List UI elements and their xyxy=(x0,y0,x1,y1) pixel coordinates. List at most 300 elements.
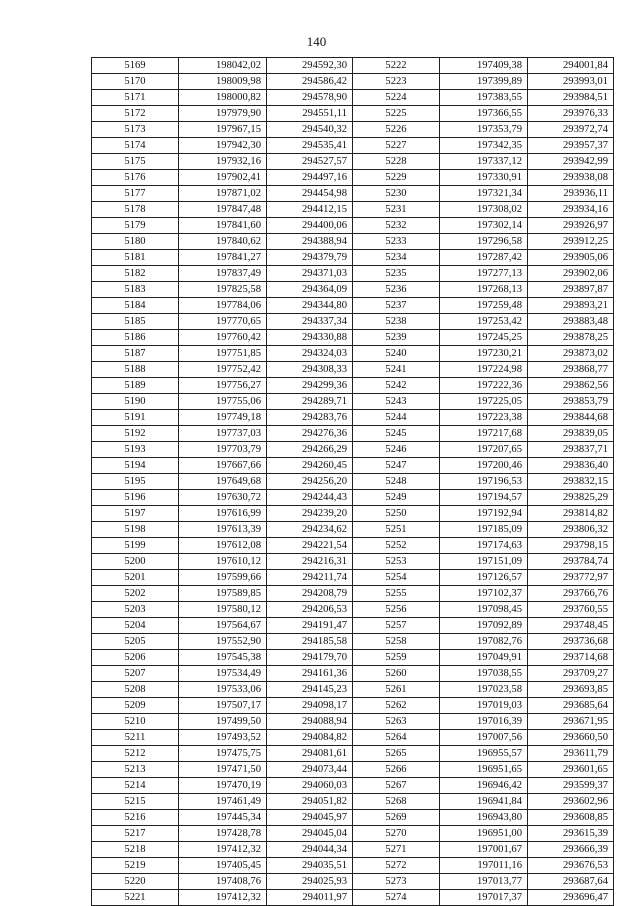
coordinate-y-cell: 294234,62 xyxy=(267,522,353,538)
point-number-cell: 5213 xyxy=(92,762,179,778)
coordinate-y-cell: 294412,15 xyxy=(267,202,353,218)
coordinate-x-cell: 197412,32 xyxy=(179,890,267,906)
point-number-cell: 5260 xyxy=(353,666,440,682)
coordinate-y-cell: 293696,47 xyxy=(528,890,614,906)
table-row xyxy=(92,410,614,426)
point-number-cell: 5217 xyxy=(92,826,179,842)
table-row xyxy=(92,842,614,858)
coordinate-x-cell: 197287,42 xyxy=(440,250,528,266)
point-number-cell: 5200 xyxy=(92,554,179,570)
coordinate-x-cell: 197616,99 xyxy=(179,506,267,522)
coordinate-x-cell: 197253,42 xyxy=(440,314,528,330)
point-number-cell: 5207 xyxy=(92,666,179,682)
table-row xyxy=(92,698,614,714)
coordinate-y-cell: 294185,58 xyxy=(267,634,353,650)
table-row xyxy=(92,682,614,698)
coordinate-x-cell: 197499,50 xyxy=(179,714,267,730)
coordinate-x-cell: 197308,02 xyxy=(440,202,528,218)
coordinate-y-cell: 294540,32 xyxy=(267,122,353,138)
coordinate-x-cell: 197409,38 xyxy=(440,58,528,74)
coordinate-y-cell: 293844,68 xyxy=(528,410,614,426)
point-number-cell: 5255 xyxy=(353,586,440,602)
table-row xyxy=(92,522,614,538)
page-number: 140 xyxy=(306,34,327,49)
point-number-cell: 5267 xyxy=(353,778,440,794)
coordinate-x-cell: 197126,57 xyxy=(440,570,528,586)
point-number-cell: 5220 xyxy=(92,874,179,890)
coordinate-x-cell: 197092,89 xyxy=(440,618,528,634)
coordinate-y-cell: 293825,29 xyxy=(528,490,614,506)
point-number-cell: 5257 xyxy=(353,618,440,634)
coordinate-x-cell: 197756,27 xyxy=(179,378,267,394)
point-number-cell: 5239 xyxy=(353,330,440,346)
coordinate-y-cell: 293685,64 xyxy=(528,698,614,714)
coordinate-y-cell: 294388,94 xyxy=(267,234,353,250)
coordinate-y-cell: 294161,36 xyxy=(267,666,353,682)
coordinate-x-cell: 197493,52 xyxy=(179,730,267,746)
point-number-cell: 5225 xyxy=(353,106,440,122)
table-row xyxy=(92,666,614,682)
coordinate-x-cell: 197383,55 xyxy=(440,90,528,106)
table-row xyxy=(92,346,614,362)
coordinate-y-cell: 293926,97 xyxy=(528,218,614,234)
coordinate-y-cell: 293599,37 xyxy=(528,778,614,794)
coordinate-y-cell: 294025,93 xyxy=(267,874,353,890)
coordinate-y-cell: 294211,74 xyxy=(267,570,353,586)
coordinate-x-cell: 197185,09 xyxy=(440,522,528,538)
point-number-cell: 5233 xyxy=(353,234,440,250)
coordinate-x-cell: 197784,06 xyxy=(179,298,267,314)
coordinate-y-cell: 294276,36 xyxy=(267,426,353,442)
point-number-cell: 5269 xyxy=(353,810,440,826)
coordinate-x-cell: 197342,35 xyxy=(440,138,528,154)
coordinate-y-cell: 294256,20 xyxy=(267,474,353,490)
coordinate-x-cell: 196951,00 xyxy=(440,826,528,842)
coordinate-y-cell: 293837,71 xyxy=(528,442,614,458)
point-number-cell: 5258 xyxy=(353,634,440,650)
table-row xyxy=(92,746,614,762)
point-number-cell: 5189 xyxy=(92,378,179,394)
coordinate-y-cell: 293709,27 xyxy=(528,666,614,682)
coordinate-x-cell: 197001,67 xyxy=(440,842,528,858)
coordinate-x-cell: 197013,77 xyxy=(440,874,528,890)
coordinate-y-cell: 293878,25 xyxy=(528,330,614,346)
coordinate-x-cell: 197230,21 xyxy=(440,346,528,362)
coordinate-y-cell: 293736,68 xyxy=(528,634,614,650)
table-row xyxy=(92,442,614,458)
point-number-cell: 5238 xyxy=(353,314,440,330)
coordinate-y-cell: 294216,31 xyxy=(267,554,353,570)
point-number-cell: 5234 xyxy=(353,250,440,266)
table-row xyxy=(92,762,614,778)
point-number-cell: 5272 xyxy=(353,858,440,874)
coordinate-y-cell: 293897,87 xyxy=(528,282,614,298)
coordinate-x-cell: 197589,85 xyxy=(179,586,267,602)
coordinate-x-cell: 197399,89 xyxy=(440,74,528,90)
coordinate-y-cell: 293666,39 xyxy=(528,842,614,858)
coordinate-x-cell: 197082,76 xyxy=(440,634,528,650)
coordinate-y-cell: 293957,37 xyxy=(528,138,614,154)
point-number-cell: 5227 xyxy=(353,138,440,154)
coordinate-x-cell: 197337,12 xyxy=(440,154,528,170)
table-row xyxy=(92,170,614,186)
coordinate-y-cell: 293772,97 xyxy=(528,570,614,586)
coordinate-y-cell: 294578,90 xyxy=(267,90,353,106)
point-number-cell: 5176 xyxy=(92,170,179,186)
table-row xyxy=(92,506,614,522)
point-number-cell: 5174 xyxy=(92,138,179,154)
coordinate-y-cell: 294191,47 xyxy=(267,618,353,634)
coordinate-x-cell: 197613,39 xyxy=(179,522,267,538)
table-row xyxy=(92,186,614,202)
coordinate-y-cell: 293676,53 xyxy=(528,858,614,874)
point-number-cell: 5248 xyxy=(353,474,440,490)
point-number-cell: 5169 xyxy=(92,58,179,74)
point-number-cell: 5201 xyxy=(92,570,179,586)
point-number-cell: 5212 xyxy=(92,746,179,762)
point-number-cell: 5241 xyxy=(353,362,440,378)
coordinate-y-cell: 294035,51 xyxy=(267,858,353,874)
point-number-cell: 5172 xyxy=(92,106,179,122)
point-number-cell: 5182 xyxy=(92,266,179,282)
coordinate-y-cell: 293893,21 xyxy=(528,298,614,314)
point-number-cell: 5250 xyxy=(353,506,440,522)
table-row xyxy=(92,154,614,170)
coordinate-y-cell: 294011,97 xyxy=(267,890,353,906)
point-number-cell: 5221 xyxy=(92,890,179,906)
point-number-cell: 5186 xyxy=(92,330,179,346)
point-number-cell: 5205 xyxy=(92,634,179,650)
coordinate-y-cell: 293976,33 xyxy=(528,106,614,122)
coordinate-y-cell: 293839,05 xyxy=(528,426,614,442)
table-row xyxy=(92,266,614,282)
coordinate-y-cell: 293601,65 xyxy=(528,762,614,778)
table-row xyxy=(92,122,614,138)
table-row xyxy=(92,458,614,474)
coordinate-x-cell: 196951,65 xyxy=(440,762,528,778)
coordinate-x-cell: 197268,13 xyxy=(440,282,528,298)
coordinate-x-cell: 197533,06 xyxy=(179,682,267,698)
coordinate-y-cell: 294051,82 xyxy=(267,794,353,810)
point-number-cell: 5209 xyxy=(92,698,179,714)
coordinate-y-cell: 293873,02 xyxy=(528,346,614,362)
coordinate-x-cell: 197366,55 xyxy=(440,106,528,122)
coordinate-x-cell: 198009,98 xyxy=(179,74,267,90)
coordinate-x-cell: 197760,42 xyxy=(179,330,267,346)
point-number-cell: 5214 xyxy=(92,778,179,794)
coordinate-x-cell: 196955,57 xyxy=(440,746,528,762)
point-number-cell: 5185 xyxy=(92,314,179,330)
point-number-cell: 5183 xyxy=(92,282,179,298)
coordinate-x-cell: 197192,94 xyxy=(440,506,528,522)
table-row xyxy=(92,314,614,330)
coordinate-x-cell: 198000,82 xyxy=(179,90,267,106)
point-number-cell: 5273 xyxy=(353,874,440,890)
coordinate-x-cell: 197737,03 xyxy=(179,426,267,442)
coordinate-x-cell: 197649,68 xyxy=(179,474,267,490)
coordinate-x-cell: 197428,78 xyxy=(179,826,267,842)
coordinate-y-cell: 293832,15 xyxy=(528,474,614,490)
table-row xyxy=(92,58,614,74)
coordinate-y-cell: 294400,06 xyxy=(267,218,353,234)
coordinate-x-cell: 197038,55 xyxy=(440,666,528,682)
coordinate-y-cell: 293608,85 xyxy=(528,810,614,826)
table-row xyxy=(92,538,614,554)
coordinate-y-cell: 293836,40 xyxy=(528,458,614,474)
table-row xyxy=(92,730,614,746)
coordinate-x-cell: 197445,34 xyxy=(179,810,267,826)
table-row xyxy=(92,602,614,618)
coordinate-x-cell: 197599,66 xyxy=(179,570,267,586)
point-number-cell: 5251 xyxy=(353,522,440,538)
coordinate-x-cell: 197841,60 xyxy=(179,218,267,234)
point-number-cell: 5206 xyxy=(92,650,179,666)
coordinate-x-cell: 197507,17 xyxy=(179,698,267,714)
coordinate-y-cell: 293868,77 xyxy=(528,362,614,378)
coordinate-x-cell: 197770,65 xyxy=(179,314,267,330)
coordinate-x-cell: 197277,13 xyxy=(440,266,528,282)
coordinate-x-cell: 197545,38 xyxy=(179,650,267,666)
coordinate-x-cell: 197102,37 xyxy=(440,586,528,602)
coordinate-x-cell: 197612,08 xyxy=(179,538,267,554)
coordinate-y-cell: 294454,98 xyxy=(267,186,353,202)
coordinate-x-cell: 197019,03 xyxy=(440,698,528,714)
coordinate-y-cell: 293602,96 xyxy=(528,794,614,810)
coordinate-y-cell: 293693,85 xyxy=(528,682,614,698)
coordinate-y-cell: 293615,39 xyxy=(528,826,614,842)
point-number-cell: 5216 xyxy=(92,810,179,826)
point-number-cell: 5230 xyxy=(353,186,440,202)
table-row xyxy=(92,362,614,378)
coordinate-x-cell: 197475,75 xyxy=(179,746,267,762)
coordinate-x-cell: 197222,36 xyxy=(440,378,528,394)
coordinate-x-cell: 197610,12 xyxy=(179,554,267,570)
point-number-cell: 5265 xyxy=(353,746,440,762)
table-row xyxy=(92,202,614,218)
point-number-cell: 5242 xyxy=(353,378,440,394)
table-row xyxy=(92,650,614,666)
point-number-cell: 5268 xyxy=(353,794,440,810)
coordinate-y-cell: 294289,71 xyxy=(267,394,353,410)
coordinate-x-cell: 197259,48 xyxy=(440,298,528,314)
point-number-cell: 5235 xyxy=(353,266,440,282)
coordinate-x-cell: 197667,66 xyxy=(179,458,267,474)
point-number-cell: 5223 xyxy=(353,74,440,90)
coordinate-y-cell: 294179,70 xyxy=(267,650,353,666)
point-number-cell: 5231 xyxy=(353,202,440,218)
coordinate-x-cell: 197840,62 xyxy=(179,234,267,250)
point-number-cell: 5171 xyxy=(92,90,179,106)
table-row xyxy=(92,426,614,442)
point-number-cell: 5232 xyxy=(353,218,440,234)
coordinate-x-cell: 197580,12 xyxy=(179,602,267,618)
coordinate-x-cell: 197552,90 xyxy=(179,634,267,650)
coordinate-x-cell: 197825,58 xyxy=(179,282,267,298)
coordinate-y-cell: 293760,55 xyxy=(528,602,614,618)
coordinate-y-cell: 293993,01 xyxy=(528,74,614,90)
point-number-cell: 5264 xyxy=(353,730,440,746)
coordinate-x-cell: 197194,57 xyxy=(440,490,528,506)
coordinate-x-cell: 197967,15 xyxy=(179,122,267,138)
coordinate-x-cell: 197200,46 xyxy=(440,458,528,474)
coordinate-x-cell: 197011,16 xyxy=(440,858,528,874)
coordinate-x-cell: 197564,67 xyxy=(179,618,267,634)
point-number-cell: 5198 xyxy=(92,522,179,538)
table-row xyxy=(92,234,614,250)
coordinate-y-cell: 294379,79 xyxy=(267,250,353,266)
coordinate-y-cell: 293806,32 xyxy=(528,522,614,538)
table-row xyxy=(92,874,614,890)
table-row xyxy=(92,794,614,810)
point-number-cell: 5229 xyxy=(353,170,440,186)
coordinate-y-cell: 293905,06 xyxy=(528,250,614,266)
point-number-cell: 5222 xyxy=(353,58,440,74)
point-number-cell: 5254 xyxy=(353,570,440,586)
table-row xyxy=(92,90,614,106)
coordinate-x-cell: 197330,91 xyxy=(440,170,528,186)
point-number-cell: 5177 xyxy=(92,186,179,202)
coordinate-x-cell: 197321,34 xyxy=(440,186,528,202)
point-number-cell: 5215 xyxy=(92,794,179,810)
coordinate-y-cell: 294088,94 xyxy=(267,714,353,730)
coordinate-y-cell: 293902,06 xyxy=(528,266,614,282)
coordinate-x-cell: 197534,49 xyxy=(179,666,267,682)
coordinate-x-cell: 197871,02 xyxy=(179,186,267,202)
coordinate-x-cell: 197412,32 xyxy=(179,842,267,858)
table-row xyxy=(92,394,614,410)
coordinate-y-cell: 294344,80 xyxy=(267,298,353,314)
coordinate-x-cell: 197023,58 xyxy=(440,682,528,698)
coordinate-y-cell: 294073,44 xyxy=(267,762,353,778)
coordinate-x-cell: 196943,80 xyxy=(440,810,528,826)
coordinate-y-cell: 293611,79 xyxy=(528,746,614,762)
table-row xyxy=(92,106,614,122)
coordinate-y-cell: 293853,79 xyxy=(528,394,614,410)
coordinate-y-cell: 294535,41 xyxy=(267,138,353,154)
coordinate-y-cell: 293936,11 xyxy=(528,186,614,202)
point-number-cell: 5190 xyxy=(92,394,179,410)
coordinate-x-cell: 197174,63 xyxy=(440,538,528,554)
coordinate-y-cell: 293984,51 xyxy=(528,90,614,106)
table-row xyxy=(92,218,614,234)
point-number-cell: 5181 xyxy=(92,250,179,266)
point-number-cell: 5210 xyxy=(92,714,179,730)
point-number-cell: 5261 xyxy=(353,682,440,698)
coordinate-x-cell: 197755,06 xyxy=(179,394,267,410)
table-row xyxy=(92,378,614,394)
coordinate-x-cell: 198042,02 xyxy=(179,58,267,74)
coordinate-x-cell: 197752,42 xyxy=(179,362,267,378)
coordinate-x-cell: 196941,84 xyxy=(440,794,528,810)
point-number-cell: 5193 xyxy=(92,442,179,458)
coordinate-y-cell: 293748,45 xyxy=(528,618,614,634)
coordinate-y-cell: 294044,34 xyxy=(267,842,353,858)
table-row xyxy=(92,634,614,650)
table-row xyxy=(92,330,614,346)
table-row xyxy=(92,826,614,842)
coordinate-y-cell: 294330,88 xyxy=(267,330,353,346)
coordinate-x-cell: 197016,39 xyxy=(440,714,528,730)
point-number-cell: 5188 xyxy=(92,362,179,378)
coordinate-y-cell: 294324,03 xyxy=(267,346,353,362)
coordinate-y-cell: 294084,82 xyxy=(267,730,353,746)
point-number-cell: 5204 xyxy=(92,618,179,634)
coordinate-x-cell: 197245,25 xyxy=(440,330,528,346)
coordinate-y-cell: 294299,36 xyxy=(267,378,353,394)
coordinate-y-cell: 293784,74 xyxy=(528,554,614,570)
coordinate-x-cell: 197196,53 xyxy=(440,474,528,490)
coordinate-y-cell: 294221,54 xyxy=(267,538,353,554)
coordinate-y-cell: 293862,56 xyxy=(528,378,614,394)
coordinate-x-cell: 197471,50 xyxy=(179,762,267,778)
point-number-cell: 5184 xyxy=(92,298,179,314)
point-number-cell: 5170 xyxy=(92,74,179,90)
coordinate-y-cell: 293714,68 xyxy=(528,650,614,666)
coordinate-x-cell: 197017,37 xyxy=(440,890,528,906)
point-number-cell: 5197 xyxy=(92,506,179,522)
coordinate-y-cell: 294060,03 xyxy=(267,778,353,794)
table-row xyxy=(92,858,614,874)
point-number-cell: 5256 xyxy=(353,602,440,618)
coordinate-y-cell: 293687,64 xyxy=(528,874,614,890)
point-number-cell: 5224 xyxy=(353,90,440,106)
point-number-cell: 5199 xyxy=(92,538,179,554)
coordinate-x-cell: 196946,42 xyxy=(440,778,528,794)
coordinate-x-cell: 197630,72 xyxy=(179,490,267,506)
coordinate-x-cell: 197098,45 xyxy=(440,602,528,618)
coordinate-y-cell: 294239,20 xyxy=(267,506,353,522)
point-number-cell: 5253 xyxy=(353,554,440,570)
coordinate-x-cell: 197751,85 xyxy=(179,346,267,362)
coordinate-x-cell: 197405,45 xyxy=(179,858,267,874)
point-number-cell: 5243 xyxy=(353,394,440,410)
coordinate-y-cell: 293942,99 xyxy=(528,154,614,170)
coordinate-x-cell: 197979,90 xyxy=(179,106,267,122)
table-row xyxy=(92,250,614,266)
coordinate-x-cell: 197749,18 xyxy=(179,410,267,426)
coordinate-x-cell: 197049,91 xyxy=(440,650,528,666)
point-number-cell: 5263 xyxy=(353,714,440,730)
point-number-cell: 5259 xyxy=(353,650,440,666)
table-row xyxy=(92,586,614,602)
coordinate-y-cell: 294001,84 xyxy=(528,58,614,74)
coordinate-y-cell: 294081,61 xyxy=(267,746,353,762)
coordinate-y-cell: 294266,29 xyxy=(267,442,353,458)
point-number-cell: 5246 xyxy=(353,442,440,458)
point-number-cell: 5179 xyxy=(92,218,179,234)
coordinate-x-cell: 197703,79 xyxy=(179,442,267,458)
table-row xyxy=(92,810,614,826)
point-number-cell: 5252 xyxy=(353,538,440,554)
table-row xyxy=(92,298,614,314)
point-number-cell: 5208 xyxy=(92,682,179,698)
coordinate-x-cell: 197223,38 xyxy=(440,410,528,426)
coordinate-y-cell: 294371,03 xyxy=(267,266,353,282)
point-number-cell: 5211 xyxy=(92,730,179,746)
coordinate-y-cell: 294308,33 xyxy=(267,362,353,378)
coordinates-table xyxy=(91,57,614,906)
point-number-cell: 5178 xyxy=(92,202,179,218)
coordinate-y-cell: 294527,57 xyxy=(267,154,353,170)
table-row xyxy=(92,490,614,506)
point-number-cell: 5245 xyxy=(353,426,440,442)
point-number-cell: 5195 xyxy=(92,474,179,490)
table-row xyxy=(92,778,614,794)
coordinate-y-cell: 293938,08 xyxy=(528,170,614,186)
coordinate-y-cell: 293814,82 xyxy=(528,506,614,522)
point-number-cell: 5274 xyxy=(353,890,440,906)
coordinate-x-cell: 197461,49 xyxy=(179,794,267,810)
